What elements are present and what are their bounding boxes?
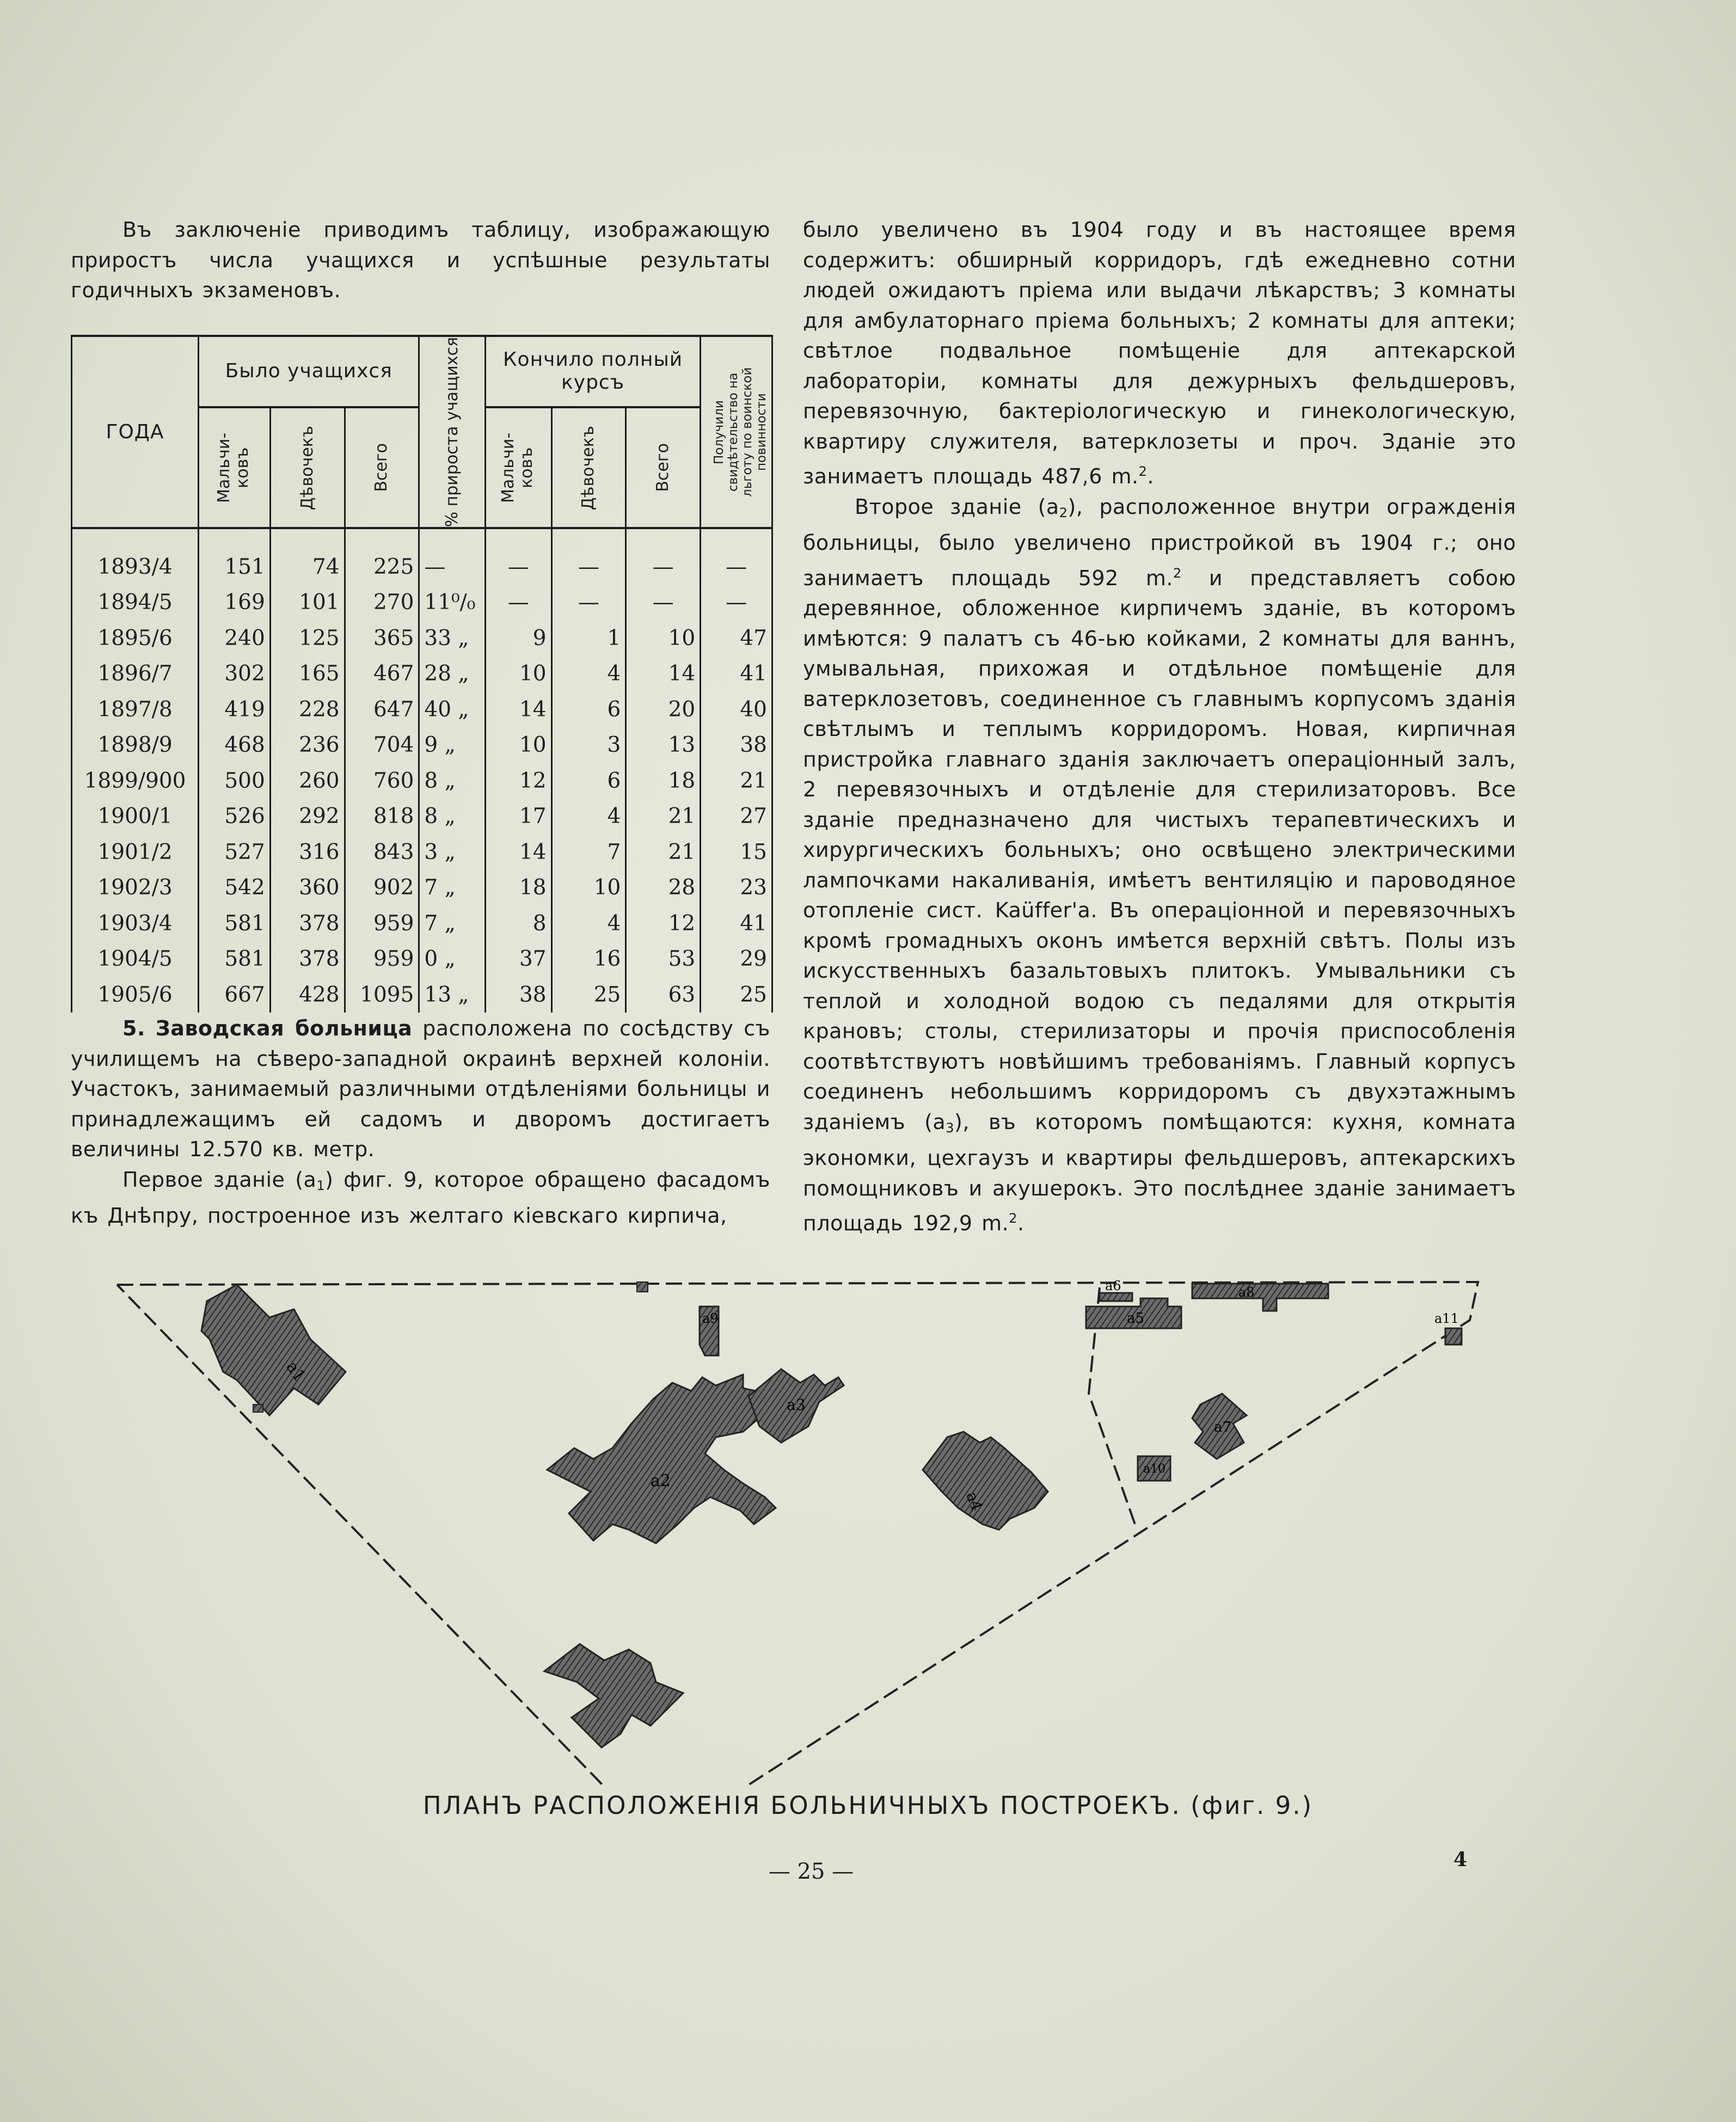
table-row — [72, 656, 772, 692]
table-cell-fb: 9 — [485, 620, 551, 656]
table-cell-fb: 10 — [485, 656, 551, 692]
svg-text:a10: a10 — [1143, 1462, 1166, 1476]
table-row — [72, 834, 772, 870]
table-cell-p: 28 „ — [419, 656, 486, 692]
svg-text:a11: a11 — [1434, 1311, 1459, 1326]
table-cell-ft: 20 — [626, 691, 701, 727]
table-cell-ft: 21 — [626, 799, 701, 835]
table-cell-b: 169 — [199, 585, 271, 621]
table-cell-fb: — — [485, 528, 551, 585]
table-cell-c: 21 — [701, 763, 772, 799]
right-column — [803, 215, 1516, 1239]
table-cell-t: 959 — [345, 941, 419, 977]
header-certificates: Получили свидѣтельство на льготу по воинской повинности — [701, 336, 772, 528]
table-cell-g: 316 — [270, 834, 345, 870]
table-cell-t: 902 — [345, 870, 419, 906]
svg-text:a7: a7 — [1214, 1419, 1232, 1436]
table-cell-fb: 17 — [485, 799, 551, 835]
header-finished-course: Кончило полный курсъ — [485, 336, 700, 407]
table-cell-fg: 1 — [551, 620, 626, 656]
table-cell-c: 25 — [701, 977, 772, 1013]
svg-text:a1: a1 — [282, 1358, 310, 1385]
table-cell-fg: 6 — [551, 691, 626, 727]
section5-title: Заводская больница — [155, 1016, 413, 1040]
table-cell-ft: 14 — [626, 656, 701, 692]
svg-text:a8: a8 — [1238, 1285, 1255, 1300]
table-cell-b: 542 — [199, 870, 271, 906]
table-cell-g: 360 — [270, 870, 345, 906]
table-cell-p: 13 „ — [419, 977, 486, 1013]
table-cell-p: 8 „ — [419, 763, 486, 799]
table-cell-b: 468 — [199, 727, 271, 763]
section5-paragraph — [71, 1014, 770, 1165]
table-cell-t: 959 — [345, 905, 419, 941]
header-finished-boys: Мальчи-ковъ — [485, 407, 551, 529]
table-cell-g: 260 — [270, 763, 345, 799]
table-cell-p: — — [419, 528, 486, 585]
table-cell-p: 0 „ — [419, 941, 486, 977]
table-row — [72, 620, 772, 656]
header-were-students: Было учащихся — [199, 336, 419, 407]
table-cell-g: 125 — [270, 620, 345, 656]
table-cell-t: 365 — [345, 620, 419, 656]
header-growth: % прироста учащихся — [419, 336, 486, 528]
hospital-site-plan — [106, 1268, 1516, 1786]
building-a7 — [1192, 1394, 1247, 1459]
table-cell-y: 1905/6 — [72, 977, 199, 1013]
header-finished-girls: Дѣвочекъ — [551, 407, 626, 529]
table-cell-y: 1894/5 — [72, 585, 199, 621]
table-cell-fb: 14 — [485, 834, 551, 870]
table-cell-t: 647 — [345, 691, 419, 727]
table-cell-b: 419 — [199, 691, 271, 727]
table-cell-g: 378 — [270, 905, 345, 941]
header-girls: Дѣвочекъ — [270, 407, 345, 529]
svg-text:a4: a4 — [962, 1489, 986, 1513]
building-a1-paragraph: Первое зданіе $(a_1)$ фиг. 9, которое обращено фасадомъ къ Днѣпру, построенное изъ желтаго кіевскаго кирпича, — [71, 1167, 771, 1228]
signature-mark: 4 — [1453, 1848, 1468, 1871]
table-cell-t: 467 — [345, 656, 419, 692]
students-table-grid — [71, 335, 773, 1013]
table-cell-c: — — [701, 585, 772, 621]
header-total: Всего — [345, 407, 419, 529]
building-a5 — [1086, 1298, 1181, 1328]
table-cell-fb: 38 — [485, 977, 551, 1013]
table-cell-g: 228 — [270, 691, 345, 727]
table-cell-g: 378 — [270, 941, 345, 977]
table-cell-y: 1903/4 — [72, 905, 199, 941]
table-cell-y: 1896/7 — [72, 656, 199, 692]
table-cell-y: 1901/2 — [72, 834, 199, 870]
table-row — [72, 691, 772, 727]
table-cell-c: 40 — [701, 691, 772, 727]
building-a8 — [1192, 1284, 1328, 1311]
table-cell-ft: 28 — [626, 870, 701, 906]
table-row — [72, 977, 772, 1013]
table-row — [72, 941, 772, 977]
table-cell-b: 581 — [199, 905, 271, 941]
table-cell-fg: — — [551, 585, 626, 621]
table-cell-fb: — — [485, 585, 551, 621]
table-cell-y: 1898/9 — [72, 727, 199, 763]
table-cell-t: 1095 — [345, 977, 419, 1013]
svg-text:a9: a9 — [702, 1311, 719, 1326]
header-year: ГОДА — [72, 336, 199, 528]
table-cell-t: 818 — [345, 799, 419, 835]
table-cell-ft: 10 — [626, 620, 701, 656]
table-cell-fg: — — [551, 528, 626, 585]
table-cell-p: 9 „ — [419, 727, 486, 763]
table-cell-c: 47 — [701, 620, 772, 656]
table-cell-fg: 10 — [551, 870, 626, 906]
table-cell-y: 1904/5 — [72, 941, 199, 977]
table-cell-fb: 18 — [485, 870, 551, 906]
table-cell-y: 1897/8 — [72, 691, 199, 727]
table-cell-c: 23 — [701, 870, 772, 906]
students-table — [71, 335, 773, 1007]
table-cell-b: 302 — [199, 656, 271, 692]
building-a10 — [1138, 1456, 1170, 1481]
table-row — [72, 727, 772, 763]
table-cell-fg: 16 — [551, 941, 626, 977]
table-cell-p: 11⁰/₀ — [419, 585, 486, 621]
small-structure — [637, 1282, 648, 1292]
table-cell-b: 526 — [199, 799, 271, 835]
table-cell-ft: — — [626, 585, 701, 621]
table-cell-g: 236 — [270, 727, 345, 763]
svg-text:a3: a3 — [787, 1396, 806, 1414]
table-cell-fg: 4 — [551, 656, 626, 692]
table-cell-y: 1902/3 — [72, 870, 199, 906]
building-a3 — [749, 1369, 844, 1443]
left-column-bottom — [71, 1014, 770, 1231]
table-cell-p: 33 „ — [419, 620, 486, 656]
table-cell-fg: 3 — [551, 727, 626, 763]
table-body — [72, 528, 772, 1013]
table-row — [72, 870, 772, 906]
table-cell-p: 7 „ — [419, 905, 486, 941]
table-cell-fg: 6 — [551, 763, 626, 799]
table-cell-fg: 7 — [551, 834, 626, 870]
table-cell-b: 151 — [199, 528, 271, 585]
table-cell-fb: 8 — [485, 905, 551, 941]
table-cell-ft: 21 — [626, 834, 701, 870]
table-row — [72, 799, 772, 835]
table-cell-y: 1893/4 — [72, 528, 199, 585]
table-cell-ft: 13 — [626, 727, 701, 763]
table-cell-fb: 14 — [485, 691, 551, 727]
building-a4 — [923, 1432, 1048, 1530]
table-cell-g: 292 — [270, 799, 345, 835]
plan-caption: ПЛАНЪ РАСПОЛОЖЕНІЯ БОЛЬНИЧНЫХЪ ПОСТРОЕКЪ. (фиг. 9.) — [422, 1791, 1314, 1820]
table-cell-fb: 12 — [485, 763, 551, 799]
table-cell-p: 3 „ — [419, 834, 486, 870]
table-cell-t: 270 — [345, 585, 419, 621]
table-cell-y: 1899/900 — [72, 763, 199, 799]
page-number: — 25 — — [768, 1859, 854, 1884]
table-cell-g: 101 — [270, 585, 345, 621]
table-cell-fg: 4 — [551, 905, 626, 941]
table-cell-b: 667 — [199, 977, 271, 1013]
table-cell-c: 38 — [701, 727, 772, 763]
table-cell-p: 7 „ — [419, 870, 486, 906]
table-cell-p: 40 „ — [419, 691, 486, 727]
table-cell-g: 74 — [270, 528, 345, 585]
table-cell-fg: 25 — [551, 977, 626, 1013]
table-cell-fg: 4 — [551, 799, 626, 835]
intro-paragraph: Въ заключеніе приводимъ таблицу, изображающую приростъ числа учащихся и успѣшные результаты годичныхъ экзаменовъ. — [71, 218, 770, 302]
table-cell-b: 581 — [199, 941, 271, 977]
building-a11 — [1434, 1311, 1462, 1345]
svg-text:a2: a2 — [651, 1471, 671, 1491]
table-cell-c: 27 — [701, 799, 772, 835]
building-a1-continued: было увеличено въ 1904 году и въ настоящее время содержитъ: обширный корридоръ, гдѣ ежедневно сотни людей ожидаютъ пріема или выдачи лѣкарствъ; 3 комнаты для амбулаторнаго пріема больныхъ; 2 комнаты для аптеки; свѣтлое подвальное помѣщеніе для аптекарской лабораторіи, комнаты для дежурныхъ фельдшеровъ, перевязочную, бактеріологическую и гинекологическую, квартиру служителя, ватерклозеты и проч. Зданіе это занимаетъ площадь 487,6 m.$^2$. — [803, 218, 1516, 488]
table-cell-ft: 18 — [626, 763, 701, 799]
table-cell-c: 41 — [701, 905, 772, 941]
table-row — [72, 528, 772, 585]
table-cell-b: 500 — [199, 763, 271, 799]
section5-number: 5. — [122, 1016, 145, 1040]
table-cell-fb: 10 — [485, 727, 551, 763]
table-row — [72, 763, 772, 799]
table-cell-g: 428 — [270, 977, 345, 1013]
table-cell-c: 29 — [701, 941, 772, 977]
svg-text:a6: a6 — [1105, 1278, 1121, 1293]
building-a2-paragraph: Второе зданіе $(a_2)$, расположенное внутри огражденія больницы, было увеличено пристройкой въ 1904 г.; оно занимаетъ площадь 592 m.$^2$ и представляетъ собою деревянное, обложенное кирпичемъ зданіе, въ которомъ имѣются: 9 палатъ съ 46-ью койками, 2 комнаты для ваннъ, умывальная, прихожая и отдѣльное помѣщеніе для ватерклозетовъ, соединенное съ главнымъ корпусомъ зданія свѣтлымъ и теплымъ корридоромъ. Новая, кирпичная пристройка главнаго зданія заключаетъ операціонный залъ, 2 перевязочныхъ и отдѣленіе для стерилизаторовъ. Все зданіе предназначено для чистыхъ терапевтическихъ и хирургическихъ больныхъ; оно освѣщено электрическими лампочками накаливанія, имѣетъ вентиляцію и пароводяное отопленіе сист. Kaüffer'a. Въ операціонной и перевязочныхъ кромѣ громадныхъ оконъ имѣется верхній свѣтъ. Полы изъ искусственныхъ базальтовыхъ плитокъ. Умывальники съ теплой и холодной водою съ педалями для открытія крановъ; столы, стерилизаторы и прочія приспособленія соотвѣтствуютъ новѣйшимъ требованіямъ. Главный корпусъ соединенъ небольшимъ корридоромъ съ двухэтажнымъ зданіемъ $(a_3)$, въ которомъ помѣщаются: кухня, комната экономки, цехгаузъ и квартиры фельдшеровъ, аптекарскихъ помощниковъ и акушерокъ. Это послѣднее зданіе занимаетъ площадь 192,9 m.$^2$. — [803, 494, 1516, 1235]
section5-text: расположена по сосѣдству съ училищемъ на сѣверо-западной окраинѣ верхней колоніи. Участокъ, занимаемый различными отдѣленіями больницы и принадлежащимъ ей садомъ и дворомъ достигаетъ величины 12.570 кв. метр. — [71, 1016, 770, 1161]
table-cell-c: 41 — [701, 656, 772, 692]
building-lower — [544, 1644, 683, 1747]
table-row — [72, 905, 772, 941]
building-a9 — [700, 1307, 719, 1356]
table-cell-c: — — [701, 528, 772, 585]
left-column — [71, 215, 770, 306]
table-cell-g: 165 — [270, 656, 345, 692]
table-cell-p: 8 „ — [419, 799, 486, 835]
table-cell-b: 527 — [199, 834, 271, 870]
table-row — [72, 585, 772, 621]
table-cell-ft: — — [626, 528, 701, 585]
table-cell-fb: 37 — [485, 941, 551, 977]
table-cell-ft: 12 — [626, 905, 701, 941]
table-cell-c: 15 — [701, 834, 772, 870]
table-cell-ft: 63 — [626, 977, 701, 1013]
building-a1 — [201, 1285, 346, 1415]
header-finished-total: Всего — [626, 407, 701, 529]
header-boys: Мальчи-ковъ — [199, 407, 271, 529]
building-a2 — [547, 1375, 776, 1543]
svg-text:a5: a5 — [1127, 1310, 1145, 1327]
table-cell-ft: 53 — [626, 941, 701, 977]
table-cell-y: 1900/1 — [72, 799, 199, 835]
table-cell-t: 760 — [345, 763, 419, 799]
table-cell-y: 1895/6 — [72, 620, 199, 656]
small-structure — [253, 1405, 263, 1412]
table-cell-t: 225 — [345, 528, 419, 585]
table-cell-t: 843 — [345, 834, 419, 870]
table-cell-t: 704 — [345, 727, 419, 763]
table-cell-b: 240 — [199, 620, 271, 656]
